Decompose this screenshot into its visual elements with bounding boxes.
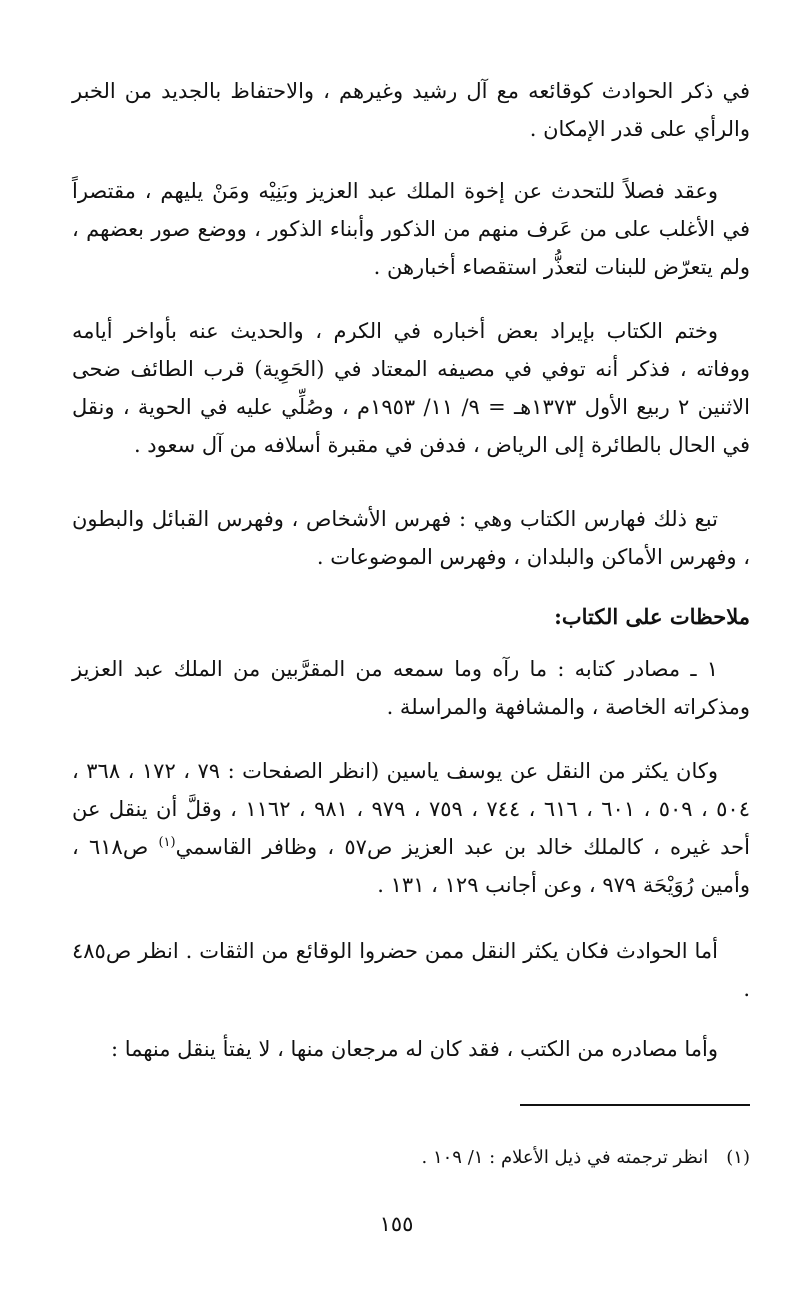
footnote-reference: (١) [158, 835, 176, 850]
paragraph-yasin [72, 752, 750, 904]
paragraph-events-continuation: في ذكر الحوادث كوقائعه مع آل رشيد وغيرهم ، والاحتفاظ بالجديد من الخبر والرأي على قدر الإمكان . [72, 79, 750, 141]
page-number: ١٥٥ [379, 1212, 414, 1236]
paragraph-book-ending: وختم الكتاب بإيراد بعض أخباره في الكرم ، والحديث عنه بأواخر أيامه ووفاته ، فذكر أنه توفي في مصيفه المعتاد في (الحَوِية) قرب الطائف ضحى الاثنين ٢ ربيع الأول ١٣٧٣هـ = ٩/ ١١/ ١٩٥٣م ، وصُلِّي عليه في الحوية ، ونقل في الحال بالطائرة إلى الرياض ، فدفن في مقبرة أسلافه من آل سعود . [72, 319, 750, 457]
footnote-marker: (١) [726, 1147, 750, 1168]
footnote-text: انظر ترجمته في ذيل الأعلام : ١/ ١٠٩ . [421, 1147, 709, 1168]
paragraph-events-sources: أما الحوادث فكان يكثر النقل ممن حضروا الوقائع من الثقات . انظر ص٤٨٥ . [72, 939, 750, 1001]
yasin-text-part2: ص٦١٨ ، وأمين رُوَيْحَة ٩٧٩ ، وعن أجانب ١٢٩ ، ١٣١ . [72, 835, 750, 897]
yasin-text-part1: وكان يكثر من النقل عن يوسف ياسين (انظر الصفحات : ٧٩ ، ١٧٢ ، ٣٦٨ ، ٥٠٤ ، ٥٠٩ ، ٦٠١ ، ٦١٦ ، ٧٤٤ ، ٧٥٩ ، ٩٧٩ ، ٩٨١ ، ١١٦٢ ، وقلَّ أن ينقل عن أحد غيره ، كالملك خالد بن عبد العزيز ص٥٧ ، وظافر القاسمي [72, 759, 751, 859]
paragraph-book-sources: وأما مصادره من الكتب ، فقد كان له مرجعان منها ، لا يفتأ ينقل منهما : [110, 1037, 718, 1061]
paragraph-indexes: تبع ذلك فهارس الكتاب وهي : فهرس الأشخاص ، وفهرس القبائل والبطون ، وفهرس الأماكن والبلدان ، وفهرس الموضوعات . [72, 507, 750, 569]
footnote [72, 1142, 750, 1174]
paragraph-sources: ١ ـ مصادر كتابه : ما رآه وما سمعه من المقرَّبين من الملك عبد العزيز ومذكراته الخاصة ، والمشافهة والمراسلة . [72, 657, 750, 719]
section-heading: ملاحظات على الكتاب: [554, 604, 750, 629]
footnote-divider [520, 1104, 750, 1106]
paragraph-family-chapter: وعقد فصلاً للتحدث عن إخوة الملك عبد العزيز وبَنِيْه ومَنْ يليهم ، مقتصراً في الأغلب على من عَرف منهم من الذكور وأبناء الذكور ، ووضع صور بعضهم ، ولم يتعرّض للبنات لتعذُّر استقصاء أخبارهن . [72, 179, 750, 279]
